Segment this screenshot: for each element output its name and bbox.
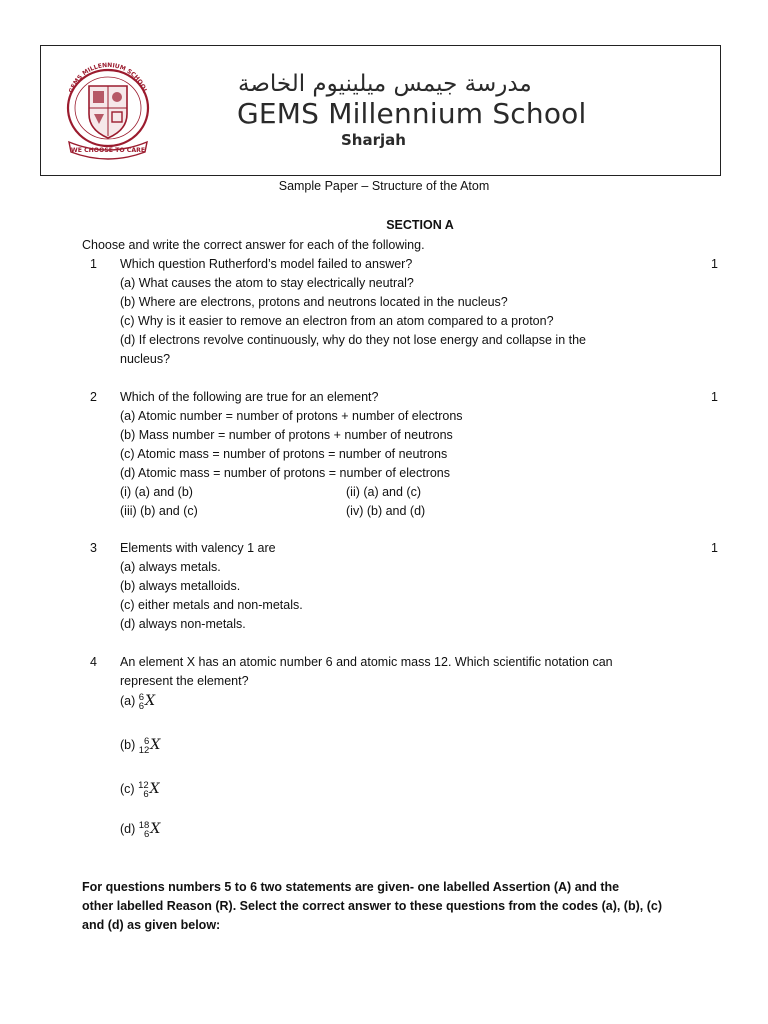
- element-symbol: X: [150, 821, 161, 838]
- question-number: 2: [90, 390, 97, 404]
- atomic-number: 12: [138, 744, 150, 756]
- question-marks: 1: [711, 390, 718, 404]
- option-label: (a): [120, 694, 136, 708]
- option-d-continued: nucleus?: [120, 352, 171, 366]
- option-b: (b) always metalloids.: [120, 579, 241, 593]
- nuclide-notation: [139, 736, 161, 755]
- element-symbol: X: [145, 693, 156, 710]
- option-c: [120, 780, 160, 799]
- nuclide-notation: [139, 820, 161, 839]
- atomic-number: 6: [144, 828, 150, 840]
- question-text: Which of the following are true for an element?: [120, 390, 379, 404]
- option-c: (c) either metals and non-metals.: [120, 598, 303, 612]
- option-d: (d) If electrons revolve continuously, why do they not lose energy and collapse in the: [120, 333, 587, 347]
- question-marks: 1: [711, 541, 718, 555]
- question-marks: 1: [711, 257, 718, 271]
- mass-number: 18: [138, 819, 150, 831]
- assertion-note-line-2: other labelled Reason (R). Select the correct answer to these questions from the codes (a), (b), (c): [82, 899, 662, 913]
- instruction: Choose and write the correct answer for each of the following.: [82, 238, 425, 252]
- option-b: [120, 736, 160, 755]
- option-a: (a) What causes the atom to stay electrically neutral?: [120, 276, 414, 290]
- question-text: Which question Rutherford’s model failed to answer?: [120, 257, 413, 271]
- option-d: (d) always non-metals.: [120, 617, 246, 631]
- option-d: [120, 820, 160, 839]
- option-d: (d) Atomic mass = number of protons = number of electrons: [120, 466, 451, 480]
- mass-number: 6: [144, 735, 150, 747]
- option-c: (c) Atomic mass = number of protons = number of neutrons: [120, 447, 448, 461]
- option-label: (d): [120, 822, 136, 836]
- element-symbol: X: [149, 781, 160, 798]
- mass-number: 6: [138, 691, 145, 703]
- question-text-line-2: represent the element?: [120, 674, 249, 688]
- school-name: GEMS Millennium School: [237, 97, 587, 130]
- element-symbol: X: [150, 737, 161, 754]
- atomic-number: 6: [138, 700, 145, 712]
- option-a: (a) Atomic number = number of protons + number of electrons: [120, 409, 463, 423]
- option-label: (c): [120, 782, 135, 796]
- question-text: Elements with valency 1 are: [120, 541, 276, 555]
- mass-number: 12: [138, 779, 149, 791]
- school-city: Sharjah: [341, 131, 406, 149]
- assertion-note-line-1: For questions numbers 5 to 6 two statements are given- one labelled Assertion (A) and the: [82, 880, 620, 894]
- atomic-number: 6: [143, 788, 149, 800]
- school-name-arabic: مدرسة جيمس ميلينيوم الخاصة: [238, 71, 532, 97]
- nuclide-notation: [139, 692, 155, 711]
- question-number: 4: [90, 655, 97, 669]
- option-c: (c) Why is it easier to remove an electron from an atom compared to a proton?: [120, 314, 554, 328]
- option-a: [120, 692, 155, 711]
- option-a: (a) always metals.: [120, 560, 221, 574]
- choice-iv: (iv) (b) and (d): [346, 504, 426, 518]
- option-b: (b) Where are electrons, protons and neutrons located in the nucleus?: [120, 295, 508, 309]
- school-crest-logo: [55, 62, 161, 162]
- choice-ii: (ii) (a) and (c): [346, 485, 422, 499]
- choice-iii: (iii) (b) and (c): [120, 504, 198, 518]
- option-b: (b) Mass number = number of protons + number of neutrons: [120, 428, 453, 442]
- question-text-line-1: An element X has an atomic number 6 and atomic mass 12. Which scientific notation can: [120, 655, 613, 669]
- section-title: SECTION A: [386, 218, 454, 232]
- paper-title: Sample Paper – Structure of the Atom: [278, 179, 490, 193]
- crest-ring-text: GEMS MILLENNIUM SCHOOL: [67, 62, 149, 95]
- question-number: 1: [90, 257, 97, 271]
- question-number: 3: [90, 541, 97, 555]
- option-label: (b): [120, 738, 136, 752]
- nuclide-notation: [138, 780, 160, 799]
- crest-banner-text: WE CHOOSE TO CARE: [70, 147, 146, 154]
- choice-i: (i) (a) and (b): [120, 485, 193, 499]
- assertion-note-line-3: and (d) as given below:: [82, 918, 221, 932]
